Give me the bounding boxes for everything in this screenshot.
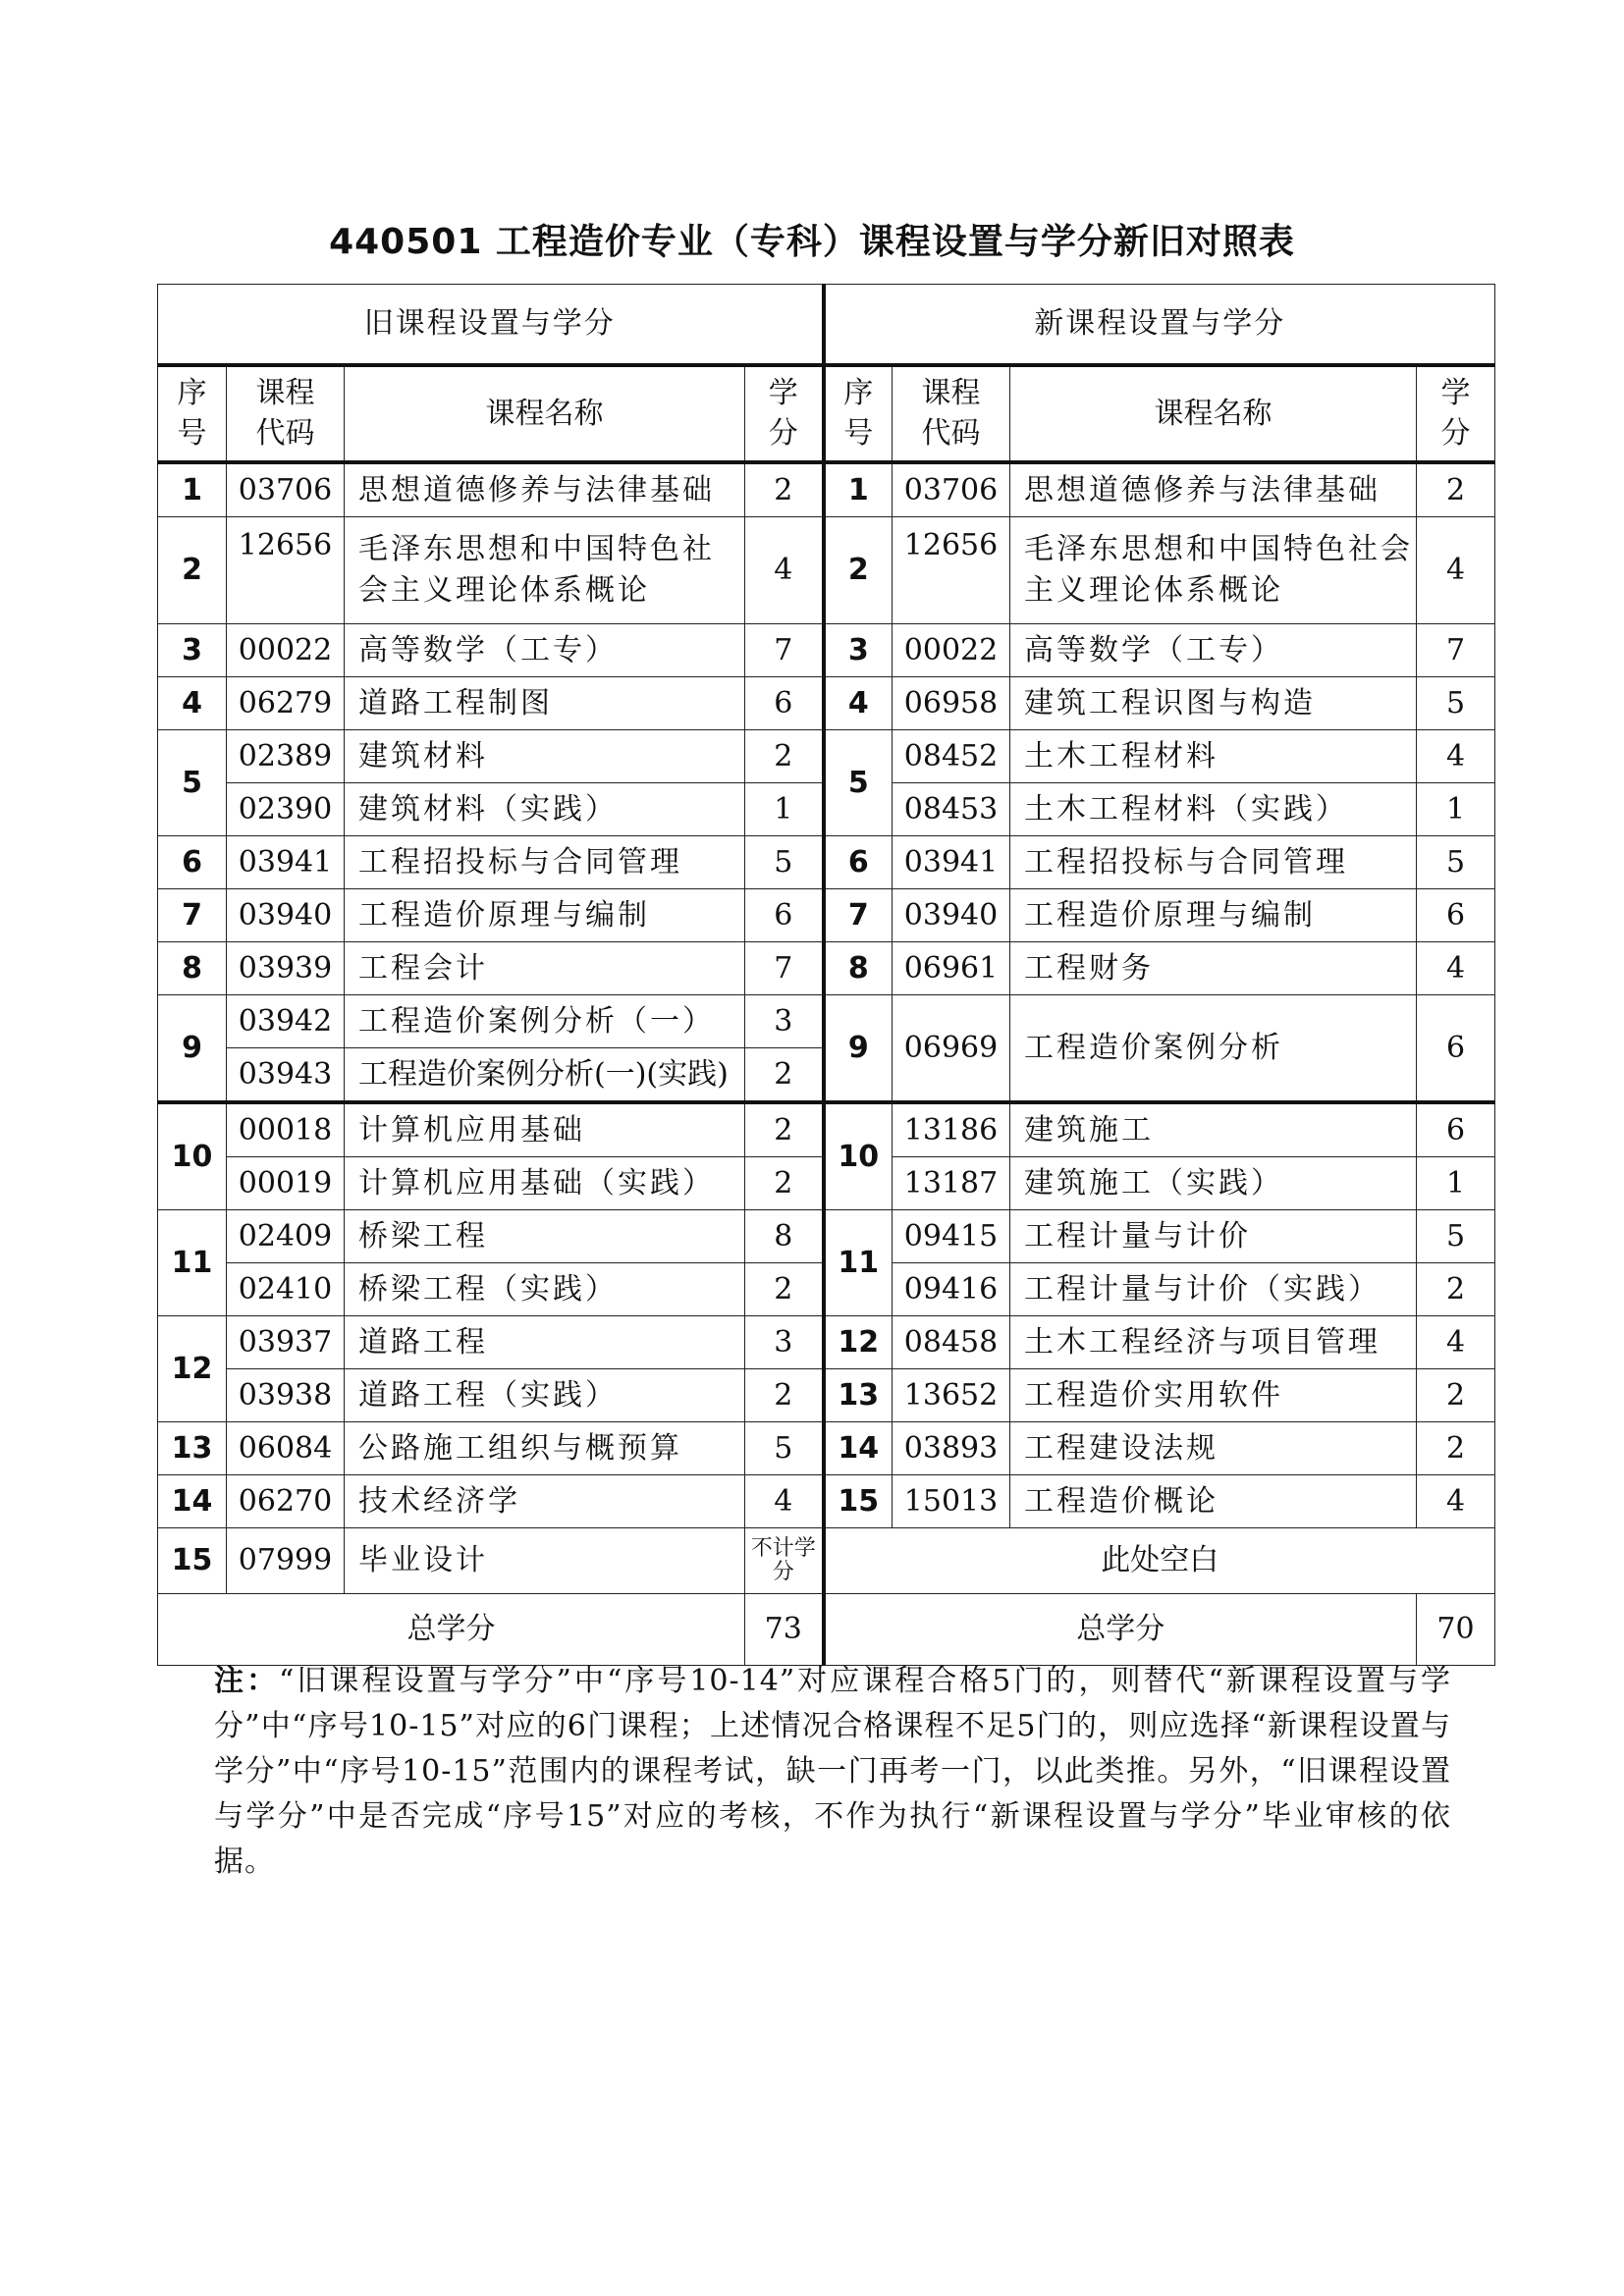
header-credit: 学 分 [1417, 365, 1495, 462]
new-credit: 4 [1417, 1475, 1495, 1528]
new-name: 思想道德修养与法律基础 [1010, 462, 1417, 517]
old-code: 03938 [227, 1369, 345, 1422]
old-credit: 4 [745, 517, 824, 624]
old-credit: 6 [745, 677, 824, 730]
old-code: 03937 [227, 1316, 345, 1369]
new-seq: 10 [824, 1102, 893, 1210]
new-code: 06969 [893, 995, 1010, 1103]
new-seq: 7 [824, 889, 893, 942]
header-name: 课程名称 [1010, 365, 1417, 462]
new-name: 工程计量与计价（实践） [1010, 1263, 1417, 1316]
old-credit: 3 [745, 1316, 824, 1369]
old-name: 计算机应用基础（实践） [345, 1157, 745, 1210]
old-code: 12656 [227, 517, 345, 624]
old-code: 03942 [227, 995, 345, 1048]
new-credit: 4 [1417, 942, 1495, 995]
old-seq: 13 [158, 1422, 227, 1475]
old-code: 03943 [227, 1048, 345, 1103]
old-credit: 6 [745, 889, 824, 942]
old-name: 道路工程制图 [345, 677, 745, 730]
new-seq: 13 [824, 1369, 893, 1422]
old-code: 06084 [227, 1422, 345, 1475]
old-name: 思想道德修养与法律基础 [345, 462, 745, 517]
new-credit: 7 [1417, 624, 1495, 677]
old-name: 公路施工组织与概预算 [345, 1422, 745, 1475]
old-credit: 7 [745, 942, 824, 995]
new-credit: 5 [1417, 677, 1495, 730]
old-credit: 2 [745, 1048, 824, 1103]
old-credit: 不计学分 [745, 1528, 824, 1594]
header-code: 课程 代码 [893, 365, 1010, 462]
new-credit: 2 [1417, 1369, 1495, 1422]
new-code: 03940 [893, 889, 1010, 942]
old-code: 06279 [227, 677, 345, 730]
new-name: 工程招投标与合同管理 [1010, 836, 1417, 889]
old-credit: 2 [745, 1102, 824, 1157]
course-comparison-table [157, 284, 1495, 1666]
old-total-value: 73 [745, 1594, 824, 1666]
old-name: 计算机应用基础 [345, 1102, 745, 1157]
old-seq: 11 [158, 1210, 227, 1316]
old-credit: 2 [745, 1157, 824, 1210]
note-label: 注： [214, 1664, 280, 1698]
new-total-value: 70 [1417, 1594, 1495, 1666]
old-seq: 2 [158, 517, 227, 624]
old-name: 毛泽东思想和中国特色社会主义理论体系概论 [345, 517, 745, 624]
old-credit: 2 [745, 1369, 824, 1422]
new-seq: 8 [824, 942, 893, 995]
footnote [214, 1659, 1451, 1885]
old-code: 02389 [227, 730, 345, 783]
new-code: 08458 [893, 1316, 1010, 1369]
old-name: 毕业设计 [345, 1528, 745, 1594]
new-seq: 1 [824, 462, 893, 517]
table-row [158, 995, 1495, 1048]
new-name: 工程建设法规 [1010, 1422, 1417, 1475]
new-credit: 6 [1417, 889, 1495, 942]
old-name: 建筑材料（实践） [345, 783, 745, 836]
old-credit: 2 [745, 462, 824, 517]
old-credit: 4 [745, 1475, 824, 1528]
new-credit: 2 [1417, 1422, 1495, 1475]
old-name: 建筑材料 [345, 730, 745, 783]
total-row [158, 1594, 1495, 1666]
header-seq: 序 号 [824, 365, 893, 462]
new-name: 建筑施工（实践） [1010, 1157, 1417, 1210]
new-code: 09415 [893, 1210, 1010, 1263]
table-row [158, 1528, 1495, 1594]
new-credit: 4 [1417, 517, 1495, 624]
old-code: 03940 [227, 889, 345, 942]
new-code: 00022 [893, 624, 1010, 677]
new-section-title: 新课程设置与学分 [824, 285, 1495, 366]
old-credit: 8 [745, 1210, 824, 1263]
old-name: 技术经济学 [345, 1475, 745, 1528]
new-seq: 9 [824, 995, 893, 1103]
old-credit: 2 [745, 1263, 824, 1316]
new-seq: 2 [824, 517, 893, 624]
old-name: 工程会计 [345, 942, 745, 995]
old-seq: 9 [158, 995, 227, 1103]
new-name: 工程造价概论 [1010, 1475, 1417, 1528]
new-code: 13652 [893, 1369, 1010, 1422]
new-seq: 15 [824, 1475, 893, 1528]
old-code: 02390 [227, 783, 345, 836]
new-credit: 6 [1417, 1102, 1495, 1157]
new-credit: 2 [1417, 1263, 1495, 1316]
new-name: 毛泽东思想和中国特色社会主义理论体系概论 [1010, 517, 1417, 624]
new-code: 06958 [893, 677, 1010, 730]
new-code: 06961 [893, 942, 1010, 995]
old-code: 07999 [227, 1528, 345, 1594]
new-name: 工程计量与计价 [1010, 1210, 1417, 1263]
page-title: 440501 工程造价专业（专科）课程设置与学分新旧对照表 [329, 222, 1295, 262]
blank-cell: 此处空白 [824, 1528, 1495, 1594]
new-name: 土木工程经济与项目管理 [1010, 1316, 1417, 1369]
old-seq: 6 [158, 836, 227, 889]
new-code: 08453 [893, 783, 1010, 836]
old-credit: 1 [745, 783, 824, 836]
old-name: 工程造价案例分析（一） [345, 995, 745, 1048]
old-credit: 2 [745, 730, 824, 783]
new-credit: 5 [1417, 836, 1495, 889]
new-name: 土木工程材料（实践） [1010, 783, 1417, 836]
old-code: 03939 [227, 942, 345, 995]
new-code: 03706 [893, 462, 1010, 517]
old-credit: 5 [745, 836, 824, 889]
old-seq: 4 [158, 677, 227, 730]
new-code: 03941 [893, 836, 1010, 889]
old-name: 工程造价案例分析(一)(实践) [345, 1048, 745, 1103]
new-code: 13186 [893, 1102, 1010, 1157]
new-credit: 2 [1417, 462, 1495, 517]
old-code: 06270 [227, 1475, 345, 1528]
new-name: 高等数学（工专） [1010, 624, 1417, 677]
new-seq: 11 [824, 1210, 893, 1316]
header-seq: 序 号 [158, 365, 227, 462]
table-row [158, 942, 1495, 995]
new-code: 15013 [893, 1475, 1010, 1528]
old-seq: 5 [158, 730, 227, 836]
new-name: 工程造价案例分析 [1010, 995, 1417, 1103]
table-row [158, 462, 1495, 517]
table-row [158, 1369, 1495, 1422]
table-row [158, 730, 1495, 783]
old-seq: 10 [158, 1102, 227, 1210]
table-row [158, 889, 1495, 942]
old-code: 02410 [227, 1263, 345, 1316]
new-credit: 1 [1417, 783, 1495, 836]
new-seq: 5 [824, 730, 893, 836]
new-total-label: 总学分 [824, 1594, 1417, 1666]
old-code: 00022 [227, 624, 345, 677]
new-code: 03893 [893, 1422, 1010, 1475]
table-row [158, 836, 1495, 889]
old-name: 桥梁工程（实践） [345, 1263, 745, 1316]
new-name: 建筑工程识图与构造 [1010, 677, 1417, 730]
old-seq: 14 [158, 1475, 227, 1528]
table-row [158, 1210, 1495, 1263]
table-row [158, 1316, 1495, 1369]
old-code: 00018 [227, 1102, 345, 1157]
old-code: 02409 [227, 1210, 345, 1263]
table-row [158, 1475, 1495, 1528]
old-credit: 7 [745, 624, 824, 677]
old-name: 桥梁工程 [345, 1210, 745, 1263]
old-seq: 12 [158, 1316, 227, 1422]
new-name: 工程造价实用软件 [1010, 1369, 1417, 1422]
old-seq: 3 [158, 624, 227, 677]
old-name: 工程造价原理与编制 [345, 889, 745, 942]
old-name: 高等数学（工专） [345, 624, 745, 677]
old-seq: 1 [158, 462, 227, 517]
new-seq: 3 [824, 624, 893, 677]
new-credit: 1 [1417, 1157, 1495, 1210]
table-row [158, 1102, 1495, 1157]
new-name: 工程财务 [1010, 942, 1417, 995]
old-name: 道路工程（实践） [345, 1369, 745, 1422]
new-credit: 4 [1417, 1316, 1495, 1369]
new-seq: 4 [824, 677, 893, 730]
table-row [158, 624, 1495, 677]
old-total-label: 总学分 [158, 1594, 745, 1666]
new-credit: 4 [1417, 730, 1495, 783]
old-name: 道路工程 [345, 1316, 745, 1369]
old-seq: 8 [158, 942, 227, 995]
old-credit: 3 [745, 995, 824, 1048]
table-row [158, 1422, 1495, 1475]
old-credit: 5 [745, 1422, 824, 1475]
new-seq: 6 [824, 836, 893, 889]
old-code: 03706 [227, 462, 345, 517]
table-row [158, 677, 1495, 730]
new-code: 13187 [893, 1157, 1010, 1210]
new-name: 土木工程材料 [1010, 730, 1417, 783]
table-row [158, 517, 1495, 624]
old-code: 00019 [227, 1157, 345, 1210]
header-code: 课程 代码 [227, 365, 345, 462]
new-credit: 6 [1417, 995, 1495, 1103]
new-code: 12656 [893, 517, 1010, 624]
new-credit: 5 [1417, 1210, 1495, 1263]
old-name: 工程招投标与合同管理 [345, 836, 745, 889]
old-section-title: 旧课程设置与学分 [158, 285, 824, 366]
header-credit: 学 分 [745, 365, 824, 462]
note-text: “旧课程设置与学分”中“序号10-14”对应课程合格5门的，则替代“新课程设置与学分”中“序号10-15”对应的6门课程；上述情况合格课程不足5门的，则应选择“新课程设置与学分”中“序号10-15”范围内的课程考试，缺一门再考一门，以此类推。另外，“旧课程设置与学分”中是否完成“序号15”对应的考核，不作为执行“新课程设置与学分”毕业审核的依据。 [214, 1664, 1451, 1879]
new-code: 09416 [893, 1263, 1010, 1316]
new-name: 建筑施工 [1010, 1102, 1417, 1157]
new-seq: 14 [824, 1422, 893, 1475]
old-code: 03941 [227, 836, 345, 889]
new-code: 08452 [893, 730, 1010, 783]
header-name: 课程名称 [345, 365, 745, 462]
new-name: 工程造价原理与编制 [1010, 889, 1417, 942]
new-seq: 12 [824, 1316, 893, 1369]
old-seq: 7 [158, 889, 227, 942]
old-seq: 15 [158, 1528, 227, 1594]
